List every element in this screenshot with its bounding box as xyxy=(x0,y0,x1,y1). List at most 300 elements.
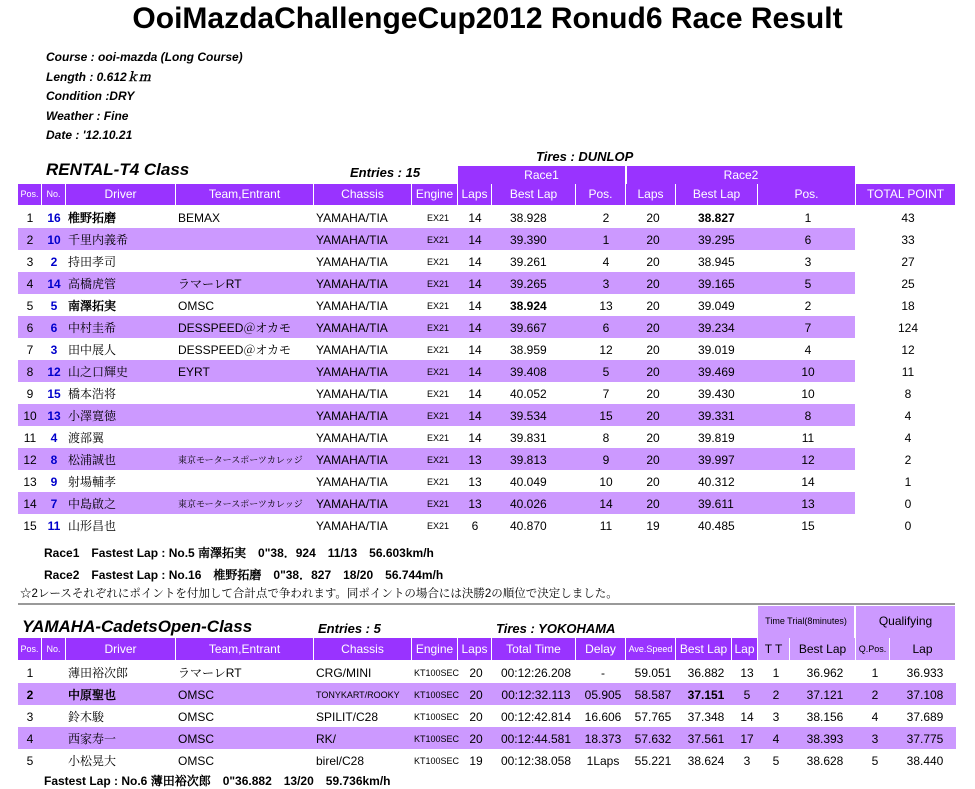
yamaha-cell-total-time: 00:12:38.058 xyxy=(500,754,572,768)
rental-cell-pos1: 3 xyxy=(602,277,610,291)
rental-cell-driver: 椎野拓磨 xyxy=(68,211,117,225)
rental-cell-chassis: YAMAHA/TIA xyxy=(316,519,388,533)
rental-cell-driver: 橋本浩将 xyxy=(68,387,117,401)
yamaha-col-pos: Pos. xyxy=(18,638,42,660)
yamaha-col-best-lap: Best Lap xyxy=(676,638,732,660)
rental-cell-chassis: YAMAHA/TIA xyxy=(316,497,388,511)
yamaha-cell-total-time: 00:12:32.113 xyxy=(501,688,571,702)
yamaha-col-ave-speed: Ave.Speed xyxy=(626,638,676,660)
rental-cell-no: 4 xyxy=(50,431,58,445)
yamaha-cell-tt-best-lap: 38.393 xyxy=(806,732,844,746)
yamaha-cell-chassis: CRG/MINI xyxy=(316,666,372,680)
rental-cell-engine: EX21 xyxy=(426,521,450,531)
rental-cell-no: 5 xyxy=(50,299,58,313)
rental-cell-laps2: 20 xyxy=(646,497,660,511)
yamaha-cell-engine: KT100SEC xyxy=(414,690,460,700)
rental-cell-laps1: 14 xyxy=(468,365,482,379)
rental-cell-bestlap1: 39.667 xyxy=(510,321,547,335)
yamaha-cell-chassis: RK/ xyxy=(316,732,337,746)
rental-cell-pos1: 4 xyxy=(602,255,610,269)
rental-cell-pos: 4 xyxy=(26,277,34,291)
rental-cell-pos2: 10 xyxy=(801,387,815,401)
rental-cell-bestlap1: 39.534 xyxy=(510,409,547,423)
rental-cell-pos1: 6 xyxy=(602,321,610,335)
rental-cell-pos: 7 xyxy=(26,343,34,357)
yamaha-cell-chassis: birel/C28 xyxy=(316,754,365,768)
rental-cell-bestlap1: 40.049 xyxy=(510,475,547,489)
rental-cell-laps2: 20 xyxy=(646,277,660,291)
rental-cell-laps2: 20 xyxy=(646,453,660,467)
yamaha-cell-delay: 16.606 xyxy=(584,710,622,724)
yamaha-cell-q-lap: 38.440 xyxy=(906,754,944,768)
yamaha-cell-pos: 5 xyxy=(26,754,34,768)
yamaha-cell-tt: 1 xyxy=(772,666,780,680)
rental-cell-no: 12 xyxy=(47,365,61,379)
rental-cell-engine: EX21 xyxy=(426,235,450,245)
rental-cell-engine: EX21 xyxy=(426,389,450,399)
yamaha-cell-chassis: TONYKART/ROOKY xyxy=(316,690,400,700)
yamaha-cell-tt: 2 xyxy=(772,688,780,702)
rental-cell-bestlap2: 39.165 xyxy=(698,277,735,291)
yamaha-cell-team: OMSC xyxy=(178,732,214,746)
rental-cell-chassis: YAMAHA/TIA xyxy=(316,409,388,423)
yamaha-cell-q-pos: 1 xyxy=(871,666,879,680)
yamaha-col-total-time: Total Time xyxy=(492,638,576,660)
rental-cell-laps2: 19 xyxy=(646,519,660,533)
rental-cell-laps1: 14 xyxy=(468,431,482,445)
table-row xyxy=(18,426,912,448)
rental-cell-total-point: 12 xyxy=(901,343,915,357)
rental-cell-pos2: 3 xyxy=(804,255,812,269)
rental-cell-team: 東京モータースポーツカレッジ xyxy=(178,455,303,465)
rental-cell-laps2: 20 xyxy=(646,233,660,247)
rental-cell-pos1: 9 xyxy=(602,453,610,467)
rental-cell-no: 14 xyxy=(47,277,61,291)
rental-cell-no: 2 xyxy=(50,255,58,269)
points-note: ☆2レースそれぞれにポイントを付加して合計点で争われます。同ポイントの場合には決勝2の順位で決定しました。 xyxy=(20,588,618,600)
length-info: Length : 0.612ｋｍ xyxy=(46,69,151,84)
yamaha-cell-delay: 1Laps xyxy=(586,754,620,768)
rental-cell-total-point: 43 xyxy=(901,211,915,225)
yamaha-cell-no xyxy=(42,727,66,749)
rental-cell-no: 8 xyxy=(50,453,58,467)
rental-cell-pos1: 14 xyxy=(599,497,613,511)
yamaha-cell-q-pos: 3 xyxy=(871,732,879,746)
rental-cell-total-point: 2 xyxy=(904,453,912,467)
rental-cell-driver: 中島啟之 xyxy=(68,497,117,511)
yamaha-cell-q-pos: 2 xyxy=(871,688,879,702)
yamaha-cell-ave-speed: 57.765 xyxy=(634,710,672,724)
rental-col-driver: Driver xyxy=(66,184,176,205)
yamaha-cell-engine: KT100SEC xyxy=(414,756,460,766)
rental-cell-engine: EX21 xyxy=(426,411,450,421)
rental-cell-driver: 南澤拓実 xyxy=(68,299,117,313)
yamaha-cell-best-lap: 38.624 xyxy=(687,754,725,768)
yamaha-cell-tt: 3 xyxy=(772,710,780,724)
rental-cell-laps2: 20 xyxy=(646,321,660,335)
rental-cell-pos: 5 xyxy=(26,299,34,313)
yamaha-cell-best-lap: 36.882 xyxy=(687,666,725,680)
rental-cell-pos2: 5 xyxy=(804,277,812,291)
rental-cell-team: 東京モータースポーツカレッジ xyxy=(178,499,303,509)
rental-cell-laps2: 20 xyxy=(646,409,660,423)
rental-cell-chassis: YAMAHA/TIA xyxy=(316,255,388,269)
rental-cell-pos1: 13 xyxy=(599,299,613,313)
rental-cell-pos: 3 xyxy=(26,255,34,269)
rental-cell-no: 6 xyxy=(50,321,58,335)
rental-cell-pos2: 8 xyxy=(804,409,812,423)
rental-cell-pos2: 13 xyxy=(801,497,815,511)
yamaha-cell-tt-best-lap: 36.962 xyxy=(806,666,844,680)
rental-cell-laps1: 14 xyxy=(468,387,482,401)
rental-cell-total-point: 11 xyxy=(901,365,915,379)
race2-header: Race2 xyxy=(627,166,856,184)
rental-cell-laps2: 20 xyxy=(646,387,660,401)
rental-cell-pos2: 11 xyxy=(801,431,815,445)
yamaha-cell-best-lap: 37.151 xyxy=(687,688,725,702)
rental-cell-total-point: 0 xyxy=(904,519,912,533)
rental-cell-total-point: 1 xyxy=(904,475,912,489)
rental-cell-engine: EX21 xyxy=(426,455,450,465)
rental-cell-laps2: 20 xyxy=(646,255,660,269)
rental-cell-no: 10 xyxy=(47,233,61,247)
rental-cell-no: 15 xyxy=(47,387,61,401)
yamaha-col-tt-best-lap: Best Lap xyxy=(790,638,856,660)
rental-cell-pos2: 14 xyxy=(801,475,815,489)
yamaha-entries: Entries : 5 xyxy=(318,621,381,636)
rental-cell-team: EYRT xyxy=(178,365,210,379)
rental-cell-pos: 12 xyxy=(23,453,37,467)
rental-cell-total-point: 4 xyxy=(904,409,912,423)
rental-cell-total-point: 124 xyxy=(897,321,919,335)
rental-cell-chassis: YAMAHA/TIA xyxy=(316,211,388,225)
rental-cell-laps1: 14 xyxy=(468,343,482,357)
rental-cell-pos1: 8 xyxy=(602,431,610,445)
rental-col-team: Team,Entrant xyxy=(176,184,314,205)
yamaha-cell-no xyxy=(42,705,66,727)
rental-col-total-point: TOTAL POINT xyxy=(856,184,956,205)
rental-cell-laps1: 14 xyxy=(468,299,482,313)
yamaha-cell-laps: 20 xyxy=(469,688,483,702)
rental-cell-driver: 中村圭希 xyxy=(68,321,117,335)
rental-cell-pos1: 2 xyxy=(602,211,610,225)
yamaha-cell-best-lap: 37.561 xyxy=(687,732,725,746)
rental-cell-chassis: YAMAHA/TIA xyxy=(316,365,388,379)
rental-cell-driver: 松浦誠也 xyxy=(68,453,117,467)
rental-cell-total-point: 33 xyxy=(901,233,915,247)
race2-fastest-lap: Race2 Fastest Lap : No.16 椎野拓磨 0"38．827 18/20 56.744m/h xyxy=(44,568,444,582)
rental-cell-bestlap2: 39.819 xyxy=(698,431,735,445)
rental-cell-pos2: 12 xyxy=(801,453,815,467)
rental-cell-bestlap1: 39.390 xyxy=(510,233,547,247)
rental-cell-engine: EX21 xyxy=(426,257,450,267)
yamaha-cell-pos: 3 xyxy=(26,710,34,724)
yamaha-cell-team: ラマーレRT xyxy=(178,666,242,680)
yamaha-cell-total-time: 00:12:26.208 xyxy=(500,666,572,680)
yamaha-cell-laps: 19 xyxy=(469,754,483,768)
rental-cell-chassis: YAMAHA/TIA xyxy=(316,431,388,445)
rental-cell-team xyxy=(178,382,318,404)
yamaha-cell-laps: 20 xyxy=(469,732,483,746)
rental-cell-bestlap1: 39.831 xyxy=(510,431,547,445)
table-row xyxy=(18,404,912,426)
rental-cell-bestlap2: 40.485 xyxy=(698,519,735,533)
rental-cell-chassis: YAMAHA/TIA xyxy=(316,387,388,401)
rental-cell-bestlap1: 39.261 xyxy=(510,255,547,269)
table-row xyxy=(18,228,915,250)
rental-cell-bestlap1: 39.265 xyxy=(510,277,547,291)
rental-cell-pos1: 1 xyxy=(602,233,610,247)
rental-cell-laps1: 14 xyxy=(468,211,482,225)
yamaha-cell-driver: 鈴木駿 xyxy=(68,710,105,724)
rental-cell-laps1: 13 xyxy=(468,497,482,511)
rental-cell-team: OMSC xyxy=(178,299,214,313)
yamaha-cell-delay: - xyxy=(601,666,605,680)
table-row xyxy=(18,448,912,470)
rental-cell-laps2: 20 xyxy=(646,475,660,489)
yamaha-cell-tt: 5 xyxy=(772,754,780,768)
rental-cell-driver: 渡部翼 xyxy=(68,431,105,445)
rental-col-pos: Pos. xyxy=(18,184,42,205)
yamaha-cell-pos: 1 xyxy=(26,666,34,680)
rental-cell-bestlap1: 40.870 xyxy=(510,519,547,533)
timetrial-header: Time Trial(8minutes) xyxy=(758,606,855,638)
rental-cell-team xyxy=(178,250,318,272)
rental-cell-pos2: 15 xyxy=(801,519,815,533)
yamaha-cell-pos: 4 xyxy=(26,732,34,746)
rental-cell-engine: EX21 xyxy=(426,345,450,355)
rental-cell-pos: 15 xyxy=(23,519,37,533)
rental-cell-bestlap2: 39.430 xyxy=(698,387,735,401)
rental-cell-pos2: 4 xyxy=(804,343,812,357)
rental-cell-engine: EX21 xyxy=(426,367,450,377)
table-row xyxy=(18,705,956,727)
rental-cell-no: 3 xyxy=(50,343,58,357)
table-row xyxy=(18,206,915,228)
yamaha-cell-engine: KT100SEC xyxy=(414,668,460,678)
rental-cell-bestlap1: 39.408 xyxy=(510,365,547,379)
rental-entries: Entries : 15 xyxy=(350,165,421,180)
rental-cell-driver: 田中展人 xyxy=(68,343,117,357)
yamaha-class-title: YAMAHA-CadetsOpen-Class xyxy=(22,617,253,636)
rental-cell-bestlap2: 39.611 xyxy=(698,497,734,511)
yamaha-col-chassis: Chassis xyxy=(314,638,412,660)
rental-cell-driver: 小澤寛徳 xyxy=(68,409,117,423)
rental-cell-bestlap2: 38.827 xyxy=(698,211,735,225)
yamaha-cell-q-pos: 4 xyxy=(871,710,879,724)
rental-cell-chassis: YAMAHA/TIA xyxy=(316,321,388,335)
table-row xyxy=(18,272,915,294)
rental-col-no: No. xyxy=(42,184,66,205)
rental-cell-engine: EX21 xyxy=(426,323,450,333)
rental-cell-pos2: 10 xyxy=(801,365,815,379)
table-row xyxy=(18,727,956,749)
rental-cell-laps2: 20 xyxy=(646,365,660,379)
table-row xyxy=(18,749,956,771)
section-divider xyxy=(18,603,955,605)
yamaha-fastest-lap: Fastest Lap : No.6 薄田裕次郎 0"36.882 13/20 59.736km/h xyxy=(44,774,391,788)
rental-cell-team: BEMAX xyxy=(178,211,221,225)
yamaha-cell-team: OMSC xyxy=(178,754,214,768)
yamaha-cell-tt-best-lap: 38.156 xyxy=(806,710,844,724)
yamaha-cell-laps: 20 xyxy=(469,710,483,724)
table-row xyxy=(18,382,912,404)
rental-cell-laps1: 13 xyxy=(468,453,482,467)
yamaha-col-laps: Laps xyxy=(458,638,492,660)
rental-cell-total-point: 25 xyxy=(901,277,915,291)
race-info xyxy=(46,48,243,146)
yamaha-cell-chassis: SPILIT/C28 xyxy=(316,710,379,724)
yamaha-col-delay: Delay xyxy=(576,638,626,660)
yamaha-tires: Tires : YOKOHAMA xyxy=(496,621,616,636)
page-title: OoiMazdaChallengeCup2012 Ronud6 Race Result xyxy=(132,2,843,35)
yamaha-cell-no xyxy=(42,749,66,771)
rental-cell-bestlap2: 38.945 xyxy=(698,255,735,269)
table-row xyxy=(18,683,956,705)
yamaha-cell-q-pos: 5 xyxy=(871,754,879,768)
yamaha-cell-no xyxy=(42,661,66,683)
yamaha-col-tt: T T xyxy=(758,638,790,660)
rental-cell-chassis: YAMAHA/TIA xyxy=(316,343,388,357)
yamaha-cell-laps: 20 xyxy=(469,666,483,680)
rental-cell-total-point: 0 xyxy=(904,497,912,511)
date-info: Date : '12.10.21 xyxy=(46,128,133,142)
rental-cell-total-point: 4 xyxy=(904,431,912,445)
table-row xyxy=(18,250,915,272)
rental-cell-team xyxy=(178,470,318,492)
rental-cell-pos1: 7 xyxy=(602,387,610,401)
weather-info: Weather : Fine xyxy=(46,108,129,123)
rental-cell-pos: 2 xyxy=(26,233,34,247)
rental-cell-total-point: 8 xyxy=(904,387,912,401)
rental-cell-laps1: 14 xyxy=(468,233,482,247)
yamaha-col-driver: Driver xyxy=(66,638,176,660)
rental-cell-pos: 13 xyxy=(23,475,37,489)
rental-cell-pos2: 2 xyxy=(804,299,812,313)
rental-cell-no: 16 xyxy=(47,211,61,225)
rental-cell-pos1: 11 xyxy=(599,519,613,533)
rental-cell-pos2: 6 xyxy=(804,233,812,247)
rental-cell-team: DESSPEED＠オカモ xyxy=(178,321,291,335)
rental-cell-driver: 山之口輝史 xyxy=(68,365,129,379)
rental-cell-bestlap2: 40.312 xyxy=(698,475,735,489)
table-row xyxy=(18,294,915,316)
table-row xyxy=(18,661,956,683)
yamaha-cell-lap: 3 xyxy=(743,754,751,768)
yamaha-cell-lap: 13 xyxy=(740,666,754,680)
rental-cell-team xyxy=(178,514,318,536)
rental-cell-no: 11 xyxy=(47,519,61,533)
yamaha-cell-best-lap: 37.348 xyxy=(687,710,725,724)
rental-cell-bestlap1: 38.928 xyxy=(510,211,547,225)
rental-cell-bestlap2: 39.331 xyxy=(698,409,735,423)
rental-cell-pos2: 1 xyxy=(804,211,812,225)
rental-cell-bestlap2: 39.234 xyxy=(698,321,735,335)
rental-cell-pos: 14 xyxy=(23,497,37,511)
yamaha-cell-q-lap: 36.933 xyxy=(906,666,944,680)
yamaha-cell-delay: 05.905 xyxy=(584,688,622,702)
rental-cell-pos: 10 xyxy=(23,409,37,423)
rental-cell-bestlap1: 38.924 xyxy=(510,299,547,313)
yamaha-cell-team: OMSC xyxy=(178,710,214,724)
rental-col-engine: Engine xyxy=(412,184,458,205)
rental-cell-pos: 6 xyxy=(26,321,34,335)
rental-cell-team xyxy=(178,404,318,426)
rental-cell-pos2: 7 xyxy=(804,321,812,335)
rental-cell-bestlap2: 39.049 xyxy=(698,299,735,313)
rental-cell-bestlap2: 39.019 xyxy=(698,343,735,357)
rental-cell-engine: EX21 xyxy=(426,499,450,509)
rental-col-laps2: Laps xyxy=(626,184,676,205)
yamaha-cell-team: OMSC xyxy=(178,688,214,702)
yamaha-col-q-lap: Lap xyxy=(890,638,956,660)
rental-cell-bestlap2: 39.295 xyxy=(698,233,735,247)
rental-col-bestlap1: Best Lap xyxy=(492,184,576,205)
rental-cell-laps2: 20 xyxy=(646,431,660,445)
rental-cell-total-point: 27 xyxy=(901,255,915,269)
rental-cell-laps1: 13 xyxy=(468,475,482,489)
rental-cell-chassis: YAMAHA/TIA xyxy=(316,299,388,313)
rental-cell-laps2: 20 xyxy=(646,211,660,225)
rental-cell-team: DESSPEED＠オカモ xyxy=(178,343,291,357)
yamaha-cell-ave-speed: 55.221 xyxy=(634,754,672,768)
yamaha-col-no: No. xyxy=(42,638,66,660)
yamaha-cell-q-lap: 37.108 xyxy=(906,688,944,702)
table-row xyxy=(18,338,915,360)
yamaha-cell-tt-best-lap: 38.628 xyxy=(806,754,844,768)
rental-class-title: RENTAL-T4 Class xyxy=(46,160,190,179)
rental-cell-laps2: 20 xyxy=(646,343,660,357)
rental-cell-pos: 11 xyxy=(23,431,37,445)
rental-cell-driver: 持田孝司 xyxy=(68,255,117,269)
rental-cell-no: 7 xyxy=(50,497,58,511)
yamaha-cell-lap: 5 xyxy=(743,688,751,702)
yamaha-col-engine: Engine xyxy=(412,638,458,660)
table-row xyxy=(18,316,919,338)
rental-cell-bestlap1: 39.813 xyxy=(510,453,547,467)
yamaha-cell-driver: 西家寿一 xyxy=(68,732,117,746)
rental-cell-pos1: 12 xyxy=(599,343,613,357)
rental-cell-engine: EX21 xyxy=(426,301,450,311)
rental-cell-driver: 高橋虎管 xyxy=(68,277,117,291)
yamaha-col-lap: Lap xyxy=(732,638,758,660)
rental-cell-driver: 山形昌也 xyxy=(68,519,117,533)
rental-cell-pos: 1 xyxy=(26,211,34,225)
table-row xyxy=(18,514,912,536)
rental-cell-chassis: YAMAHA/TIA xyxy=(316,233,388,247)
rental-cell-team xyxy=(178,426,318,448)
yamaha-cell-tt: 4 xyxy=(772,732,780,746)
yamaha-cell-engine: KT100SEC xyxy=(414,734,460,744)
rental-cell-pos1: 10 xyxy=(599,475,613,489)
rental-cell-laps1: 6 xyxy=(471,519,479,533)
yamaha-cell-ave-speed: 59.051 xyxy=(634,666,672,680)
qualifying-header: Qualifying xyxy=(856,606,956,638)
rental-cell-engine: EX21 xyxy=(426,213,450,223)
yamaha-cell-pos: 2 xyxy=(26,688,34,702)
yamaha-cell-q-lap: 37.689 xyxy=(906,710,944,724)
table-row xyxy=(18,492,912,514)
rental-cell-engine: EX21 xyxy=(426,477,450,487)
rental-cell-driver: 千里内義希 xyxy=(68,233,129,247)
yamaha-cell-no xyxy=(42,683,66,705)
yamaha-cell-ave-speed: 58.587 xyxy=(634,688,672,702)
race1-fastest-lap: Race1 Fastest Lap : No.5 南澤拓実 0"38．924 11/13 56.603km/h xyxy=(44,546,434,560)
rental-cell-pos: 9 xyxy=(26,387,34,401)
race1-header: Race1 xyxy=(458,166,626,184)
rental-col-chassis: Chassis xyxy=(314,184,412,205)
rental-cell-total-point: 18 xyxy=(901,299,915,313)
